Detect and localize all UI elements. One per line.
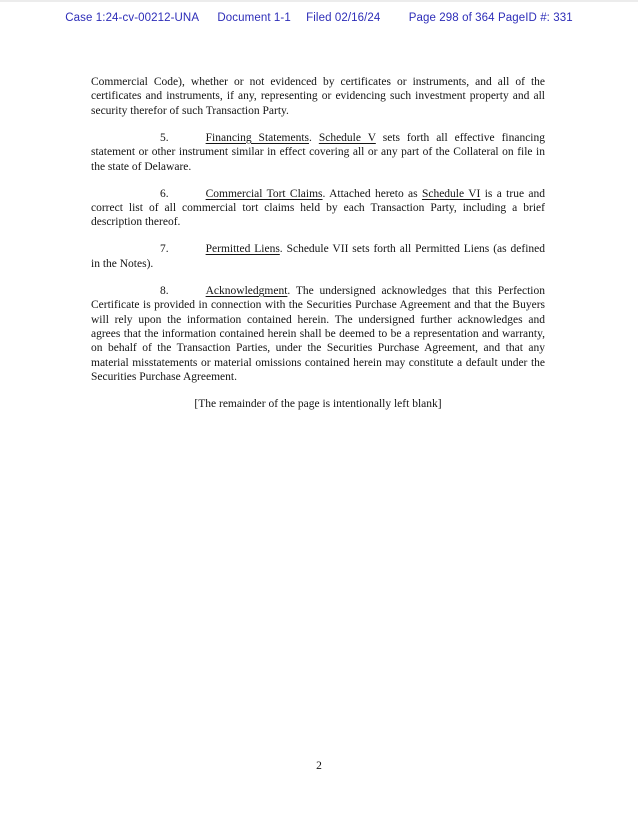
document-body — [91, 75, 545, 424]
paragraph-number: 7. — [160, 243, 169, 256]
document-number: Document 1-1 — [217, 12, 291, 24]
case-stamp-header — [0, 12, 638, 24]
underlined-text: Permitted Liens — [205, 243, 280, 256]
remainder-note: [The remainder of the page is intentionally left blank] — [194, 398, 442, 411]
paragraph-text: is a true and correct list of all commercial tort claims held by each Transaction Party, including a brief description thereof. — [91, 187, 545, 229]
numbered-paragraph — [91, 187, 545, 230]
case-number: Case 1:24-cv-00212-UNA — [65, 12, 200, 24]
paragraph-number: 6. — [160, 187, 169, 200]
intro-paragraph: Commercial Code), whether or not evidenced by certificates or instruments, and all of the certificates and instruments, if any, representing or evidencing such investment property and all security therefor of such Transaction Party. — [91, 76, 545, 117]
underlined-text: Acknowledgment — [205, 284, 288, 297]
page-id: Page 298 of 364 PageID #: 331 — [408, 12, 573, 24]
numbered-paragraph — [91, 242, 545, 271]
paragraph-text: . The undersigned acknowledges that this Perfection Certificate is provided in connection with the Securities Purchase Agreement and that the Buyers will rely upon the information contained herein. The undersigned further acknowledges and agrees that the information contained herein shall be deemed to be a representation and warranty, on behalf of the Transaction Parties, under the Securities Purchase Agreement, and that any material misstatements or material omissions contained herein may constitute a default under the Securities Purchase Agreement. — [91, 284, 545, 384]
underlined-text: Schedule VI — [421, 187, 481, 200]
paragraph-text: . Schedule VII sets forth all Permitted Liens (as defined in the Notes). — [91, 243, 545, 270]
paragraph-text: . — [309, 131, 319, 144]
numbered-paragraph — [91, 284, 545, 385]
underlined-text: Financing Statements — [205, 131, 310, 144]
underlined-text: Schedule V — [318, 131, 376, 144]
numbered-paragraphs — [91, 131, 545, 385]
paragraph-number: 8. — [160, 284, 169, 297]
paragraph-text: sets forth all effective financing statement or other instrument similar in effect covering all or any part of the Collateral on file in the state of Delaware. — [91, 131, 545, 173]
paragraph-number: 5. — [160, 131, 169, 144]
paragraph-text: . Attached hereto as — [322, 187, 422, 200]
numbered-paragraph — [91, 131, 545, 174]
filed-date: Filed 02/16/24 — [306, 12, 381, 24]
underlined-text: Commercial Tort Claims — [205, 187, 323, 200]
page-number: 2 — [316, 760, 322, 772]
